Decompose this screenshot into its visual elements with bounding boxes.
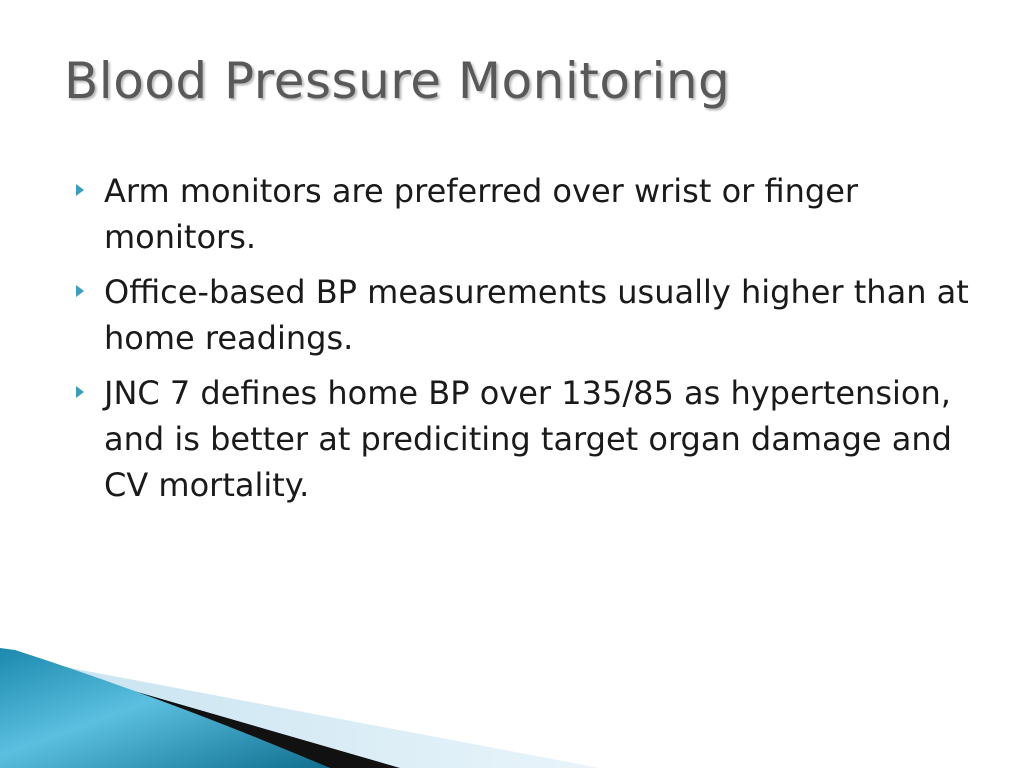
- triangle-bullet-icon: [76, 386, 84, 398]
- bullet-list: [72, 168, 972, 517]
- bullet-item: [72, 168, 972, 260]
- bullet-item: [72, 269, 972, 361]
- black-swoosh: [20, 658, 400, 768]
- slide-title: Blood Pressure Monitoring: [64, 52, 731, 110]
- bullet-text: Arm monitors are preferred over wrist or finger monitors.: [104, 172, 859, 256]
- bullet-text: Office-based BP measurements usually higher than at home readings.: [104, 273, 969, 357]
- triangle-bullet-icon: [76, 285, 84, 297]
- blue-swoosh: [0, 648, 330, 768]
- bullet-item: [72, 370, 972, 508]
- pale-swoosh: [60, 666, 600, 768]
- bullet-text: JNC 7 defines home BP over 135/85 as hypertension, and is better at prediciting target organ damage and CV mortality.: [104, 374, 952, 504]
- triangle-bullet-icon: [76, 184, 84, 196]
